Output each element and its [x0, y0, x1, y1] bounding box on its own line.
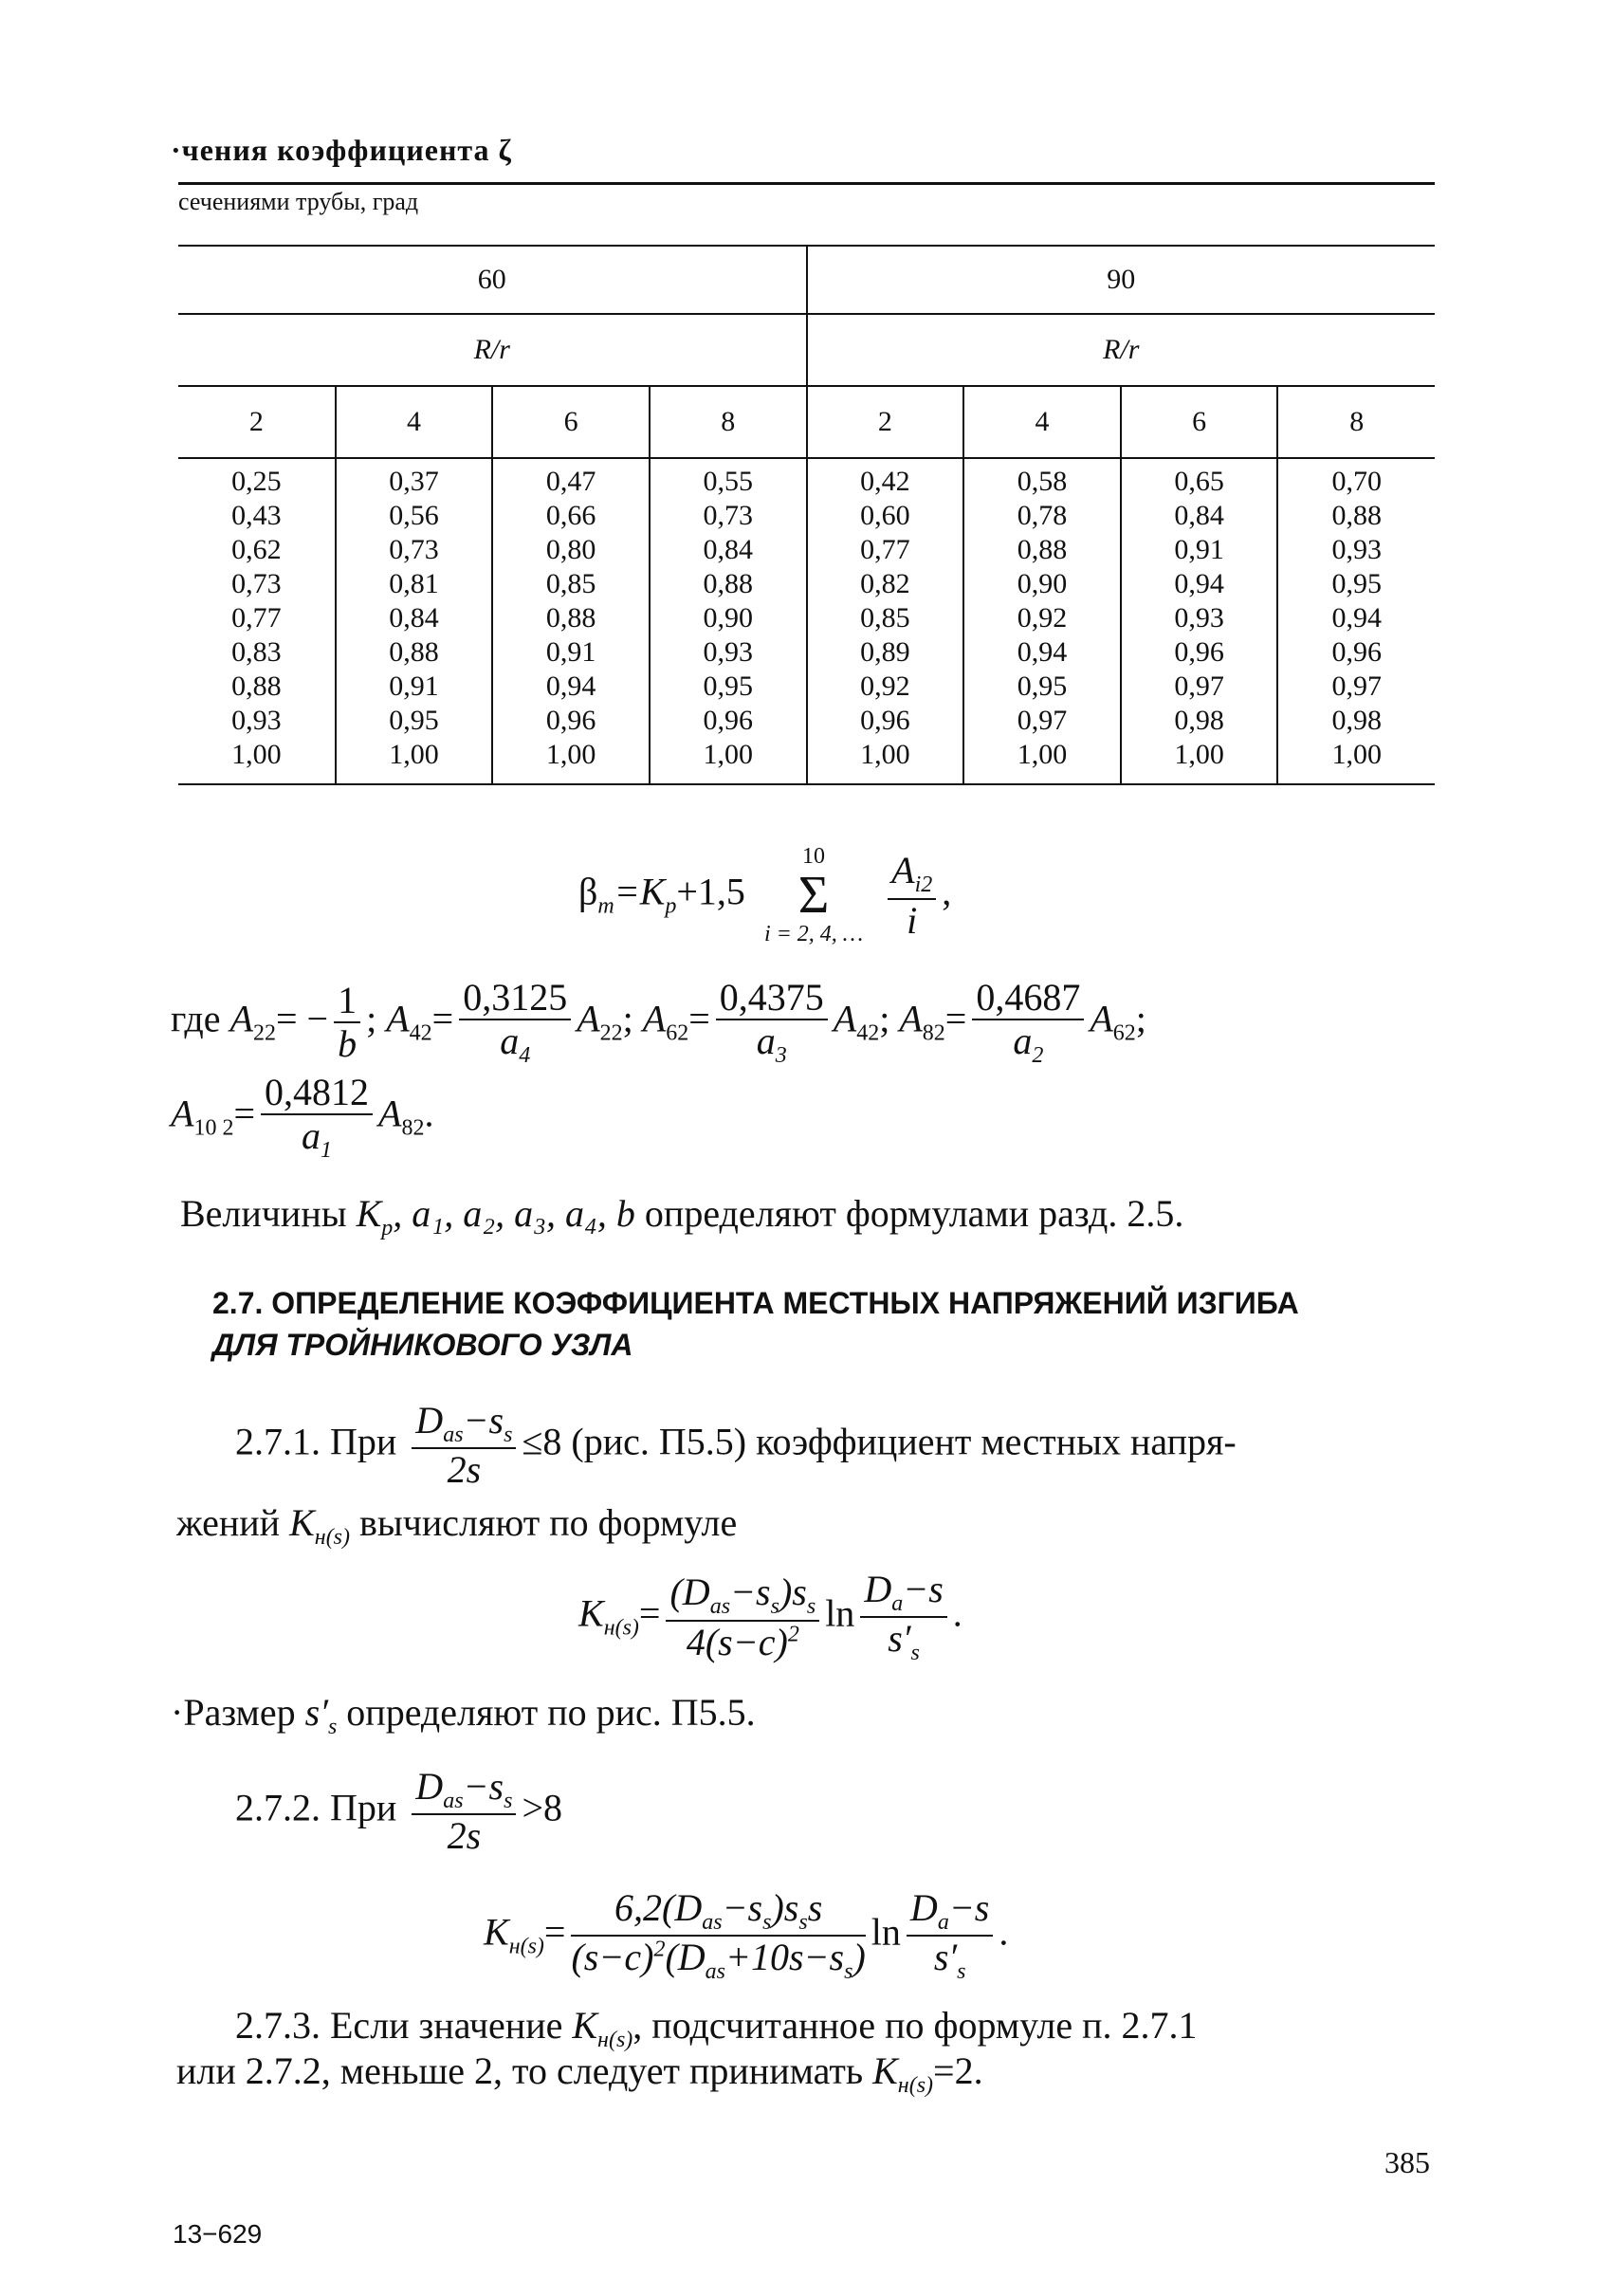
p272-ln-den: s′	[933, 1936, 958, 1979]
p271-fd: 4(s−c)	[686, 1620, 788, 1663]
table-caption: ·чения коэффициента ζ	[171, 133, 512, 167]
a82-fraction	[972, 977, 1084, 1068]
a62-symbol: A	[642, 997, 667, 1040]
table-cell: 0,80	[545, 534, 596, 565]
table-column	[1121, 458, 1278, 784]
table-column	[1277, 458, 1435, 784]
table-cell: 0,73	[231, 568, 282, 599]
table-cell: 0,92	[860, 670, 910, 702]
p272-cf-num-rest: −s	[463, 1765, 504, 1808]
p271-condition: ≤8 (рис. П5.5) коэффициент местных напря-	[522, 1420, 1237, 1463]
p273-line2	[176, 2048, 983, 2100]
p272-ln-num-rest: −s	[948, 1886, 990, 1929]
p272-f-eq: =	[543, 1910, 566, 1954]
p271-f-k: K	[578, 1591, 604, 1635]
page-number: 385	[1384, 2145, 1430, 2179]
table-cell: 0,25	[231, 466, 282, 497]
p271-cf-num: D	[415, 1399, 444, 1442]
table-cell: 0,96	[545, 705, 596, 736]
table-cell: 0,58	[1017, 466, 1068, 497]
table-cell: 1,00	[1017, 739, 1068, 770]
a22-sub: 22	[252, 1020, 276, 1046]
p272-cf-num-sub: as	[443, 1789, 464, 1813]
a42-num: 0,3125	[459, 977, 571, 1020]
table-cell: 0,94	[545, 670, 596, 702]
p272-cf-num-rest-sub: s	[504, 1789, 513, 1813]
table-column	[650, 458, 807, 784]
table-cell: 0,97	[1017, 705, 1068, 736]
signature-code: 13−629	[173, 2219, 263, 2249]
term-num: A	[891, 849, 915, 892]
a82-den-sub: 2	[1032, 1043, 1044, 1068]
p271-line1	[235, 1400, 1237, 1491]
p271-cf-num-sub: as	[443, 1423, 464, 1447]
subheader-cell: 4	[963, 386, 1121, 458]
table-cell: 0,91	[545, 636, 596, 668]
table-column	[336, 458, 493, 784]
table-cell: 1,00	[1174, 739, 1224, 770]
table-cell: 0,88	[545, 602, 596, 634]
table-cell: 0,81	[389, 568, 439, 599]
subheader-cell: 8	[1277, 386, 1435, 458]
formula-trail: ,	[942, 870, 952, 913]
table-cell: 0,98	[1331, 705, 1382, 736]
table-cell: 0,95	[1331, 568, 1382, 599]
a22-fraction	[334, 980, 360, 1065]
a42-den: a	[500, 1019, 520, 1062]
p273-line1-end: , подсчитанное по формуле п. 2.7.1	[632, 2004, 1198, 2047]
p273-k-symbol: K	[572, 2004, 598, 2047]
subheader-cell: 8	[650, 386, 807, 458]
table-cell: 1,00	[231, 739, 282, 770]
a22-den: b	[338, 1022, 357, 1066]
table-cell: 0,37	[389, 466, 439, 497]
table-cell: 0,65	[1174, 466, 1224, 497]
a102-end: .	[424, 1092, 434, 1135]
p272-formula	[484, 1887, 1008, 1985]
p273-k2-symbol: K	[872, 2049, 898, 2092]
table-cell: 0,60	[860, 500, 910, 531]
p271-fn-c-sub: s	[806, 1594, 816, 1620]
table-cell: 0,93	[1174, 602, 1224, 634]
subheader-cell: 2	[807, 386, 964, 458]
p271-line2	[176, 1500, 737, 1552]
p271-condition-fraction	[412, 1400, 516, 1491]
term-den: i	[907, 898, 918, 942]
a62-num: 0,4375	[716, 977, 828, 1020]
table-cell: 0,43	[231, 500, 282, 531]
p271-f-end: .	[952, 1591, 962, 1635]
a102-fraction	[261, 1072, 373, 1163]
p271-fn-a-sub: as	[709, 1594, 731, 1620]
beta-sub: m	[597, 893, 614, 919]
p272-fn-a: 6,2(D	[614, 1886, 703, 1929]
angle-header-90: 90	[807, 246, 1436, 314]
p271-fd-sup: 2	[787, 1622, 799, 1647]
p271-ln-num-sub: a	[891, 1591, 904, 1616]
table-column	[963, 458, 1121, 784]
p272-condition: >8	[522, 1786, 562, 1829]
p271-lead: 2.7.1. При	[235, 1420, 397, 1463]
p271-line2-end: вычисляют по формуле	[359, 1501, 738, 1544]
p272-fd-b-rest: +10s−s	[725, 1936, 845, 1979]
a102-symbol: A	[171, 1092, 194, 1135]
p272-cf-den: 2s	[447, 1814, 482, 1858]
table-cell: 1,00	[545, 739, 596, 770]
table-cell: 0,96	[860, 705, 910, 736]
a102-line: $A_{10 2}=$ $\frac{0,4812}{a_1}$ $A_{82}$.	[171, 1071, 434, 1163]
values-text-end: определяют формулами разд. 2.5.	[644, 1192, 1184, 1235]
ratio-header-60: R/r	[178, 314, 807, 386]
table-cell: 0,97	[1331, 670, 1382, 702]
a102-den-sub: 1	[321, 1138, 332, 1163]
p271-f-eq: =	[638, 1591, 661, 1635]
sep-3: ;	[879, 997, 890, 1040]
a62-sub: 62	[666, 1020, 689, 1046]
table-data-row	[178, 458, 1435, 784]
p271-ln-den: s′	[888, 1617, 911, 1661]
sum-upper: 10	[802, 844, 826, 869]
table-cell: 0,85	[545, 568, 596, 599]
values-kp-sub: p	[381, 1216, 394, 1240]
p272-ln-num: D	[909, 1886, 938, 1929]
table-cell: 1,00	[860, 739, 910, 770]
p271-ln: ln	[825, 1591, 855, 1635]
table-cell: 0,98	[1174, 705, 1224, 736]
sep-1: ;	[366, 997, 377, 1040]
table-cell: 0,70	[1331, 466, 1382, 497]
table-cell: 1,00	[703, 739, 753, 770]
table-cell: 0,77	[860, 534, 910, 565]
table-cell: 0,96	[703, 705, 753, 736]
table-cell: 0,88	[389, 636, 439, 668]
table-cell: 0,95	[703, 670, 753, 702]
ratio-header-90: R/r	[807, 314, 1436, 386]
p273-line1	[235, 2003, 1198, 2054]
subheader-row	[178, 386, 1435, 458]
subheader-cell: 4	[336, 386, 493, 458]
a42-rhs-sub: 22	[599, 1020, 623, 1046]
p272-ln-num-sub: a	[937, 1910, 949, 1935]
p271-fn-c: )s	[779, 1570, 807, 1614]
a62-den: a	[756, 1019, 776, 1062]
p271-cf-den: 2s	[447, 1448, 482, 1492]
table-cell: 0,73	[389, 534, 439, 565]
a62-fraction	[716, 977, 828, 1068]
a62-rhs-symbol: A	[833, 997, 857, 1040]
a42-symbol: A	[386, 997, 410, 1040]
subheader-cell: 6	[492, 386, 650, 458]
table-cell: 0,93	[1331, 534, 1382, 565]
section-heading	[212, 1282, 1445, 1366]
table-subcaption: сечениями трубы, град	[178, 188, 419, 215]
p272-line1	[235, 1766, 562, 1857]
p273-line2-end: =2.	[933, 2049, 983, 2092]
a82-num: 0,4687	[972, 977, 1084, 1020]
p272-cf-num: D	[415, 1765, 444, 1808]
a82-rhs-symbol: A	[1090, 997, 1113, 1040]
table-cell: 1,00	[1331, 739, 1382, 770]
beta-formula	[578, 844, 951, 947]
table-cell: 0,91	[389, 670, 439, 702]
p272-f-k-sub: н(s)	[508, 1934, 544, 1959]
plus-term: +1,5	[676, 870, 745, 913]
values-kp-symbol: K	[356, 1192, 382, 1235]
table-cell: 0,97	[1174, 670, 1224, 702]
a102-sub: 10 2	[193, 1115, 234, 1141]
table-column	[492, 458, 650, 784]
sum-term-fraction	[888, 850, 936, 941]
table-cell: 0,62	[231, 534, 282, 565]
p273-k-sub: н(s)	[597, 2028, 633, 2052]
size-start: ·Размер	[171, 1691, 296, 1734]
p272-fd-b-sub: as	[705, 1959, 725, 1985]
table-cell: 0,83	[231, 636, 282, 668]
a82-den: a	[1013, 1019, 1033, 1062]
p271-fn-b-sub: s	[770, 1594, 779, 1620]
a42-rhs-symbol: A	[577, 997, 600, 1040]
table-column	[178, 458, 336, 784]
p271-line2-start: жений	[176, 1501, 281, 1544]
p272-fn-a-sub: as	[702, 1910, 723, 1935]
table-cell: 0,93	[703, 636, 753, 668]
p271-k-sub: н(s)	[314, 1525, 351, 1550]
a82-symbol: A	[899, 997, 923, 1040]
a82-rhs-sub: 62	[1112, 1020, 1136, 1046]
p272-fn-b: −s	[722, 1886, 763, 1929]
values-rest-vars: , a₁, a₂, a₃, a₄, b	[393, 1192, 635, 1235]
p272-ln: ln	[871, 1910, 901, 1954]
zeta-table	[178, 245, 1435, 785]
p271-cf-num-rest: −s	[463, 1399, 504, 1442]
p271-f-k-sub: н(s)	[603, 1615, 639, 1641]
p272-ln-den-sub: s	[957, 1959, 966, 1985]
table-cell: 0,73	[703, 500, 753, 531]
sum-operator	[764, 844, 863, 947]
a102-den: a	[302, 1114, 321, 1157]
table-cell: 0,84	[1174, 500, 1224, 531]
where-line: где $A_{22}=$ − $\frac{1}{b}$ ; $A_{42}=$ $\frac{0,3125}{a_4}$ $A_{22}$; $A_{62}=$ $\frac{0,4375}{a_3}$ $A_{42}$; $A_{82}=$ $\frac{0,4687}{a_2}$ $A_{62}$;	[171, 976, 1146, 1068]
a102-rhs-sub: 82	[401, 1115, 425, 1141]
p271-fn-a: (D	[669, 1570, 710, 1614]
table-cell: 0,96	[1331, 636, 1382, 668]
table-cell: 0,56	[389, 500, 439, 531]
table-cell: 0,55	[703, 466, 753, 497]
caption-rule	[178, 182, 1435, 185]
p272-ln-fraction	[907, 1887, 993, 1985]
table-column	[807, 458, 964, 784]
table-cell: 0,94	[1017, 636, 1068, 668]
a22-num: 1	[334, 980, 360, 1023]
a42-fraction	[459, 977, 571, 1068]
a22-symbol: A	[229, 997, 253, 1040]
a102-rhs-symbol: A	[378, 1092, 402, 1135]
table-cell: 0,82	[860, 568, 910, 599]
values-text-start: Величины	[180, 1192, 347, 1235]
p271-main-fraction	[666, 1571, 819, 1662]
subheader-cell: 6	[1121, 386, 1278, 458]
beta-symbol: β	[578, 870, 598, 913]
p271-ln-num-rest: −s	[903, 1568, 944, 1610]
table-cell: 0,90	[1017, 568, 1068, 599]
table-cell: 0,85	[860, 602, 910, 634]
sum-sigma: Σ	[797, 866, 830, 926]
table-cell: 0,88	[231, 670, 282, 702]
size-symbol: s′	[304, 1691, 328, 1734]
p272-fn-tail: s	[807, 1886, 823, 1929]
table-cell: 0,93	[231, 705, 282, 736]
subheader-cell: 2	[178, 386, 336, 458]
p271-cf-num-rest-sub: s	[504, 1423, 513, 1447]
size-symbol-sub: s	[327, 1715, 338, 1739]
a82-sub: 82	[922, 1020, 945, 1046]
table-cell: 0,66	[545, 500, 596, 531]
table-cell: 0,88	[1017, 534, 1068, 565]
p272-fd-b-close: )	[852, 1936, 866, 1979]
kp-symbol: =K	[614, 870, 666, 913]
p272-fd-b-rest-sub: s	[844, 1959, 853, 1985]
table-cell: 0,84	[703, 534, 753, 565]
p271-formula	[578, 1569, 962, 1666]
table-cell: 0,90	[703, 602, 753, 634]
sep-4: ;	[1135, 997, 1146, 1040]
table-cell: 0,47	[545, 466, 596, 497]
p272-fn-c-sub: s	[798, 1910, 808, 1935]
kp-sub: p	[665, 893, 677, 919]
p272-fd-a: (s−c)	[571, 1936, 654, 1979]
table-cell: 0,88	[1331, 500, 1382, 531]
table-cell: 0,42	[860, 466, 910, 497]
table-cell: 0,96	[1174, 636, 1224, 668]
p272-fd-a-sup: 2	[653, 1938, 666, 1963]
table-cell: 0,95	[1017, 670, 1068, 702]
table-cell: 0,94	[1174, 568, 1224, 599]
term-num-sub: i2	[914, 872, 933, 898]
p272-fd-b: (D	[665, 1936, 706, 1979]
p272-lead: 2.7.2. При	[235, 1786, 397, 1829]
table-cell: 0,92	[1017, 602, 1068, 634]
table-cell: 1,00	[389, 739, 439, 770]
a42-den-sub: 4	[519, 1043, 531, 1068]
section-heading-line2: ДЛЯ ТРОЙНИКОВОГО УЗЛА	[212, 1328, 633, 1362]
sep-2: ;	[622, 997, 633, 1040]
p272-condition-fraction	[412, 1766, 516, 1857]
p273-line1-start: 2.7.3. Если значение	[235, 2004, 563, 2047]
p272-f-k: K	[484, 1910, 509, 1954]
p271-k-symbol: K	[289, 1501, 315, 1544]
section-heading-line1: 2.7. ОПРЕДЕЛЕНИЕ КОЭФФИЦИЕНТА МЕСТНЫХ НАПРЯЖЕНИЙ ИЗГИБА	[212, 1286, 1299, 1320]
table-cell: 0,78	[1017, 500, 1068, 531]
table-cell: 0,89	[860, 636, 910, 668]
p273-k2-sub: н(s)	[897, 2073, 934, 2098]
p272-f-end: .	[999, 1910, 1009, 1954]
size-line	[171, 1690, 756, 1741]
a102-num: 0,4812	[261, 1072, 373, 1115]
p272-fn-b-sub: s	[762, 1910, 772, 1935]
a42-sub: 42	[409, 1020, 432, 1046]
p271-ln-num: D	[864, 1568, 892, 1610]
p272-main-fraction	[571, 1887, 865, 1985]
p272-fn-c: )s	[771, 1886, 799, 1929]
values-line	[180, 1191, 1183, 1242]
p271-ln-den-sub: s	[910, 1641, 920, 1666]
p271-ln-fraction	[860, 1569, 946, 1666]
a22-eq: = −	[275, 997, 329, 1040]
p271-fn-b: −s	[730, 1570, 771, 1614]
where-word: где	[171, 997, 221, 1040]
table-cell: 0,84	[389, 602, 439, 634]
sum-lower: i = 2, 4, …	[763, 922, 864, 947]
size-end: определяют по рис. П5.5.	[346, 1691, 756, 1734]
a62-rhs-sub: 42	[856, 1020, 880, 1046]
table-cell: 0,91	[1174, 534, 1224, 565]
a62-den-sub: 3	[775, 1043, 787, 1068]
p273-line2-start: или 2.7.2, меньше 2, то следует принимать	[176, 2049, 864, 2092]
table-cell: 0,94	[1331, 602, 1382, 634]
angle-header-60: 60	[178, 246, 807, 314]
table-cell: 0,95	[389, 705, 439, 736]
table-cell: 0,77	[231, 602, 282, 634]
table-cell: 0,88	[703, 568, 753, 599]
